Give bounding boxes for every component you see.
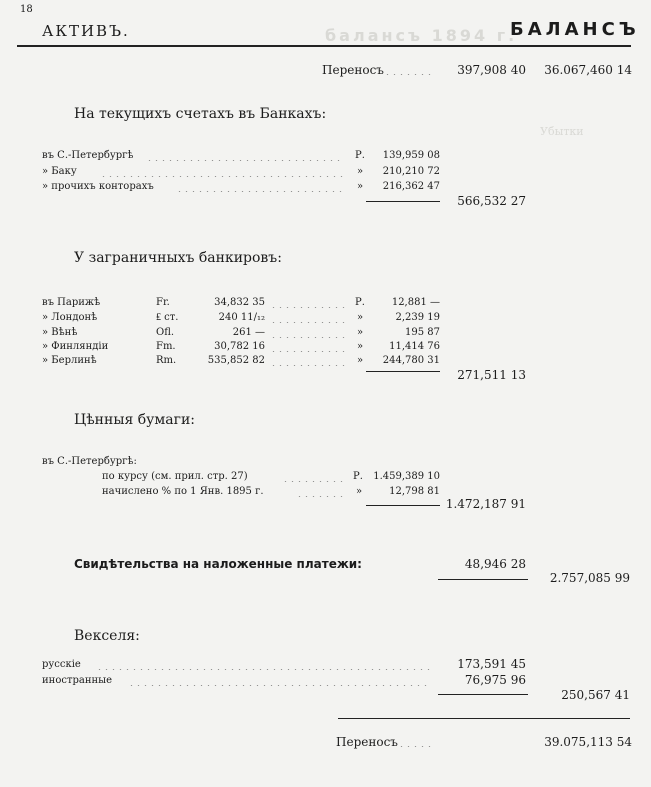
dot-leader xyxy=(384,74,434,75)
section-title-securities: Цѣнныя бумаги: xyxy=(74,412,196,428)
bank-row-currency: Р. xyxy=(355,150,365,161)
foreign-row-currency: ₤ ст. xyxy=(156,312,179,323)
foreign-row-rub-currency: » xyxy=(357,341,364,352)
section-title-bills: Векселя: xyxy=(74,628,140,644)
foreign-row-currency: Ofl. xyxy=(156,327,175,338)
foreign-row-foreign-amount: 535,852 82 xyxy=(207,355,265,366)
securities-row-amount: 1.459,389 10 xyxy=(373,471,440,482)
carry-out-amount: 39.075,113 54 xyxy=(544,735,632,749)
foreign-row-foreign-amount: 261 — xyxy=(232,327,265,338)
foreign-row-amount: 12,881 — xyxy=(391,297,440,308)
foreign-row-rub-currency: » xyxy=(357,355,364,366)
bills-total: 250,567 41 xyxy=(561,688,630,702)
subtotal-rule xyxy=(366,505,440,506)
bank-row-label: » прочихъ конторахъ xyxy=(42,181,154,192)
dot-leader xyxy=(176,191,344,192)
dot-leader xyxy=(270,322,346,323)
securities-row-currency: » xyxy=(356,486,363,497)
foreign-row-city: въ Парижѣ xyxy=(42,297,101,308)
subtotal-rule xyxy=(366,371,440,372)
securities-total: 1.472,187 91 xyxy=(445,497,526,511)
bills-row-amount: 76,975 96 xyxy=(464,673,526,687)
running-subtotal: 2.757,085 99 xyxy=(549,571,630,585)
dot-leader xyxy=(270,337,346,338)
dot-leader xyxy=(296,496,344,497)
securities-location: въ С.-Петербургѣ: xyxy=(42,456,137,467)
dot-leader xyxy=(270,307,346,308)
page-header-right: БАЛАНСЪ xyxy=(510,19,640,40)
dot-leader xyxy=(270,365,346,366)
dot-leader xyxy=(96,669,430,670)
header-rule xyxy=(17,45,631,47)
foreign-row-rub-currency: » xyxy=(357,327,364,338)
bank-row-amount: 210,210 72 xyxy=(382,166,440,177)
subtotal-rule xyxy=(438,579,528,580)
bank-accounts-total: 566,532 27 xyxy=(457,194,526,208)
foreign-row-amount: 11,414 76 xyxy=(389,341,440,352)
foreign-row-foreign-amount: 34,832 35 xyxy=(214,297,265,308)
foreign-bankers-total: 271,511 13 xyxy=(457,368,526,382)
carry-in-amount-1: 397,908 40 xyxy=(457,63,526,77)
dot-leader xyxy=(270,351,346,352)
securities-row-label: начислено % по 1 Янв. 1895 г. xyxy=(102,486,264,497)
bank-row-amount: 139,959 08 xyxy=(382,150,440,161)
foreign-row-city: » Лондонѣ xyxy=(42,312,98,323)
bank-row-label: въ С.-Петербургѣ xyxy=(42,150,134,161)
securities-row-currency: Р. xyxy=(353,471,363,482)
dot-leader xyxy=(100,176,344,177)
bank-row-currency: » xyxy=(357,166,364,177)
securities-row-amount: 12,798 81 xyxy=(389,486,440,497)
dot-leader xyxy=(398,746,434,747)
bank-row-currency: » xyxy=(357,181,364,192)
bills-row-label: иностранные xyxy=(42,675,113,686)
bills-row-label: русскіе xyxy=(42,659,81,670)
foreign-row-amount: 195 87 xyxy=(405,327,440,338)
subtotal-rule xyxy=(366,201,440,202)
foreign-row-amount: 2,239 19 xyxy=(395,312,440,323)
foreign-row-rub-currency: Р. xyxy=(355,297,365,308)
dot-leader xyxy=(146,160,344,161)
dot-leader xyxy=(282,481,344,482)
foreign-row-foreign-amount: 240 11/₁₂ xyxy=(218,312,265,323)
securities-row-label: по курсу (см. прил. стр. 27) xyxy=(102,471,248,482)
bleed-through-text: балансъ 1894 г. xyxy=(325,26,518,45)
carry-in-label: Переносъ xyxy=(322,63,384,77)
bank-row-label: » Баку xyxy=(42,166,77,177)
dot-leader xyxy=(128,685,430,686)
page-number: 18 xyxy=(20,4,33,15)
bleed-through-text: Убытки xyxy=(540,125,584,138)
foreign-row-currency: Fm. xyxy=(156,341,176,352)
section-title-foreign-bankers: У заграничныхъ банкировъ: xyxy=(74,250,282,266)
foreign-row-city: » Вѣнѣ xyxy=(42,327,78,338)
section-title-cod-certificates: Свидѣтельства на наложенные платежи: xyxy=(74,557,362,571)
carry-in-amount-2: 36.067,460 14 xyxy=(544,63,632,77)
foreign-row-city: » Берлинѣ xyxy=(42,355,97,366)
foreign-row-currency: Fr. xyxy=(156,297,170,308)
foreign-row-foreign-amount: 30,782 16 xyxy=(214,341,265,352)
total-rule xyxy=(338,718,630,719)
bank-row-amount: 216,362 47 xyxy=(382,181,440,192)
foreign-row-currency: Rm. xyxy=(156,355,177,366)
carry-out-label: Переносъ xyxy=(336,735,398,749)
foreign-row-amount: 244,780 31 xyxy=(382,355,440,366)
foreign-row-city: » Финляндіи xyxy=(42,341,109,352)
bills-row-amount: 173,591 45 xyxy=(457,657,526,671)
page-header-left: АКТИВЪ. xyxy=(42,22,130,40)
foreign-row-rub-currency: » xyxy=(357,312,364,323)
section-title-bank-accounts: На текущихъ счетахъ въ Банкахъ: xyxy=(74,106,327,122)
cod-certificates-amount: 48,946 28 xyxy=(464,557,526,571)
subtotal-rule xyxy=(438,694,528,695)
